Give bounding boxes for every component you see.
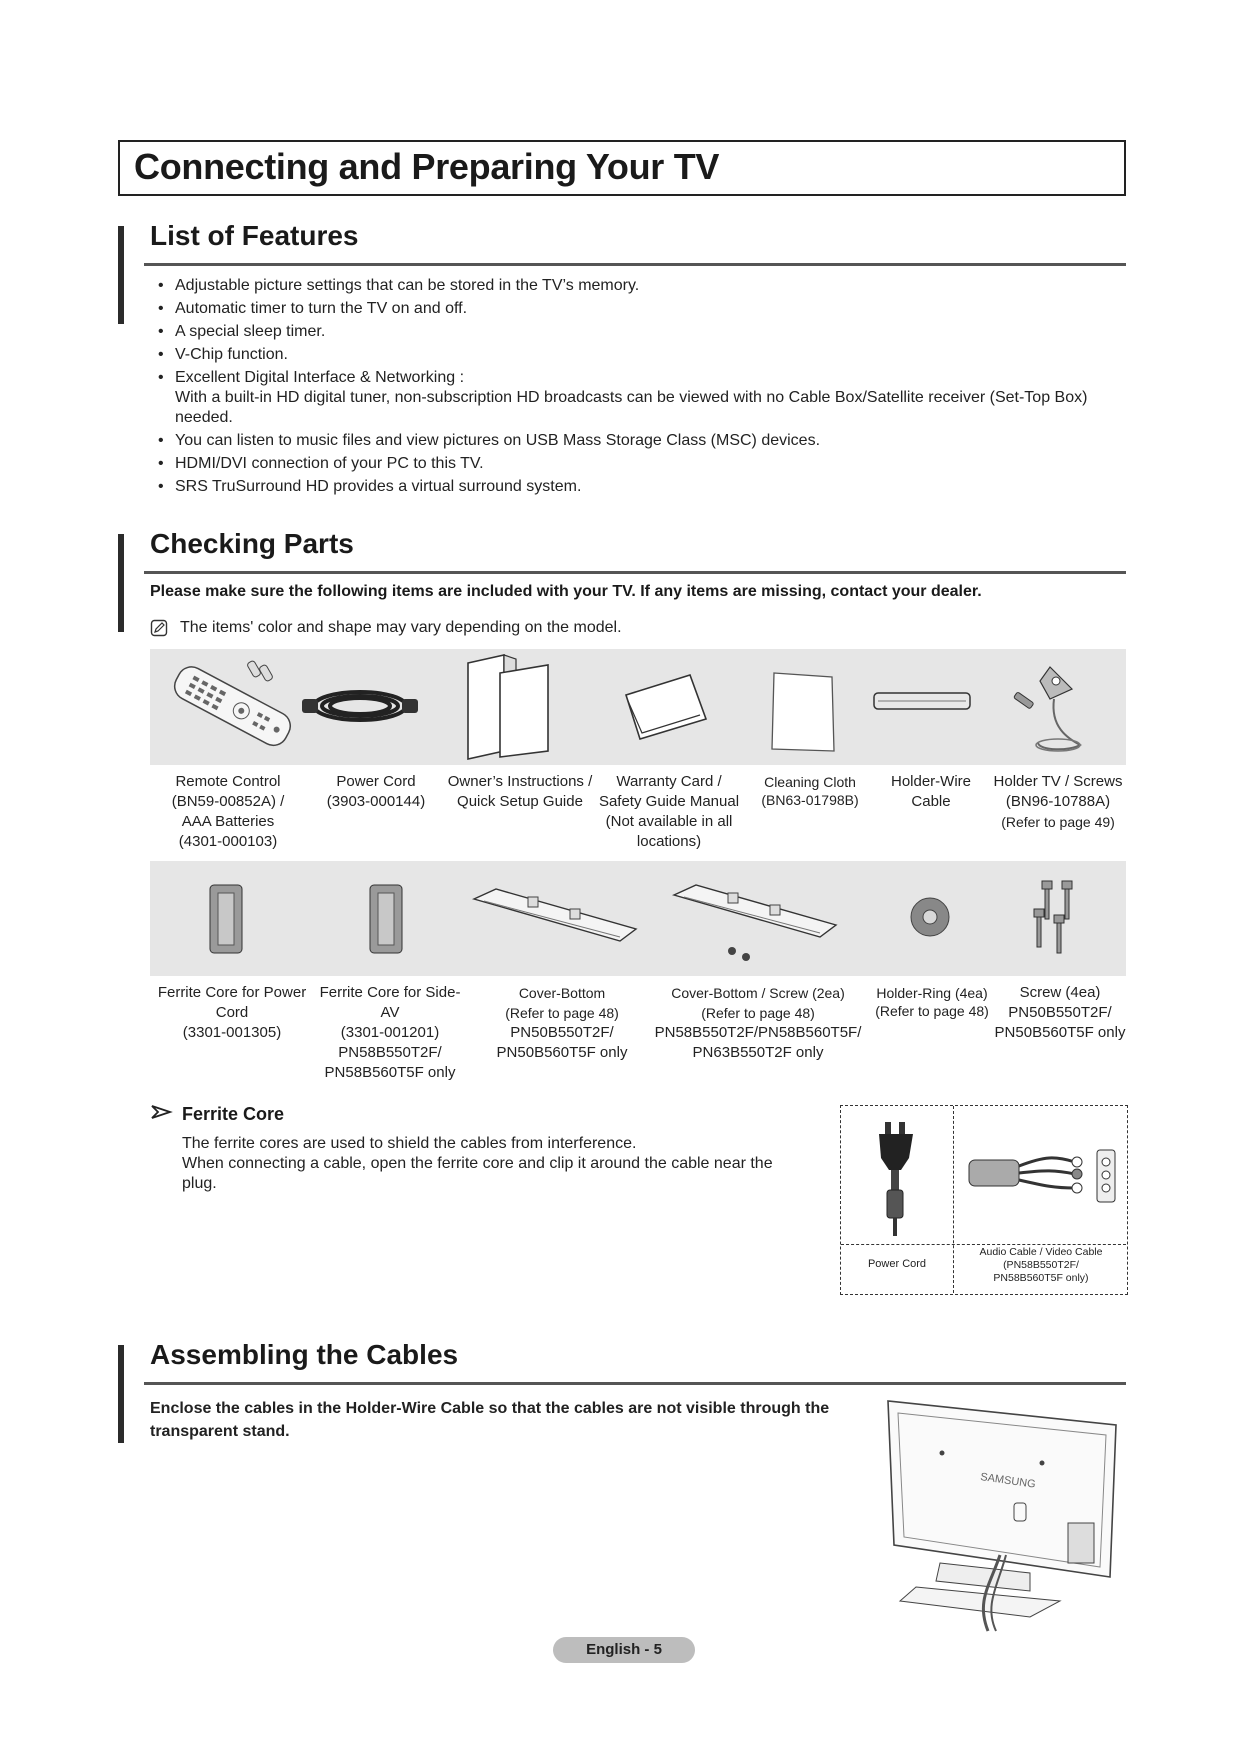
figure-divider — [953, 1106, 954, 1293]
remote-control-icon — [162, 655, 302, 760]
section-title-parts: Checking Parts — [150, 528, 354, 559]
list-item: • Excellent Digital Interface & Networking : With a built-in HD digital tuner, non-subscription HD broadcasts can be viewed with no Cable Box/Satellite receiver (Set-Top Box) needed. — [156, 368, 1126, 428]
figure-caption-av-cable: Audio Cable / Video Cable (PN58B550T2F/ PN58B560T5F only) — [979, 1246, 1103, 1284]
holder-ring-icon — [908, 895, 952, 939]
arrow-icon — [150, 1100, 174, 1129]
svg-text:SAMSUNG: SAMSUNG — [979, 1471, 1037, 1491]
list-item: • A special sleep timer. — [156, 322, 1126, 342]
cover-bottom-screw-icon — [670, 873, 840, 963]
ferrite-title: Ferrite Core — [182, 1104, 285, 1124]
chapter-title-box — [118, 140, 1126, 196]
section-bar — [118, 226, 124, 324]
feature-list — [156, 276, 1126, 500]
holder-wire-icon — [870, 687, 975, 717]
list-item: • Automatic timer to turn the TV on and off. — [156, 299, 1126, 319]
part-power-cord-label: Power Cord (3903-000144) — [326, 773, 426, 810]
list-item: • SRS TruSurround HD provides a virtual surround system. — [156, 477, 1126, 497]
av-cable-icon — [965, 1146, 1120, 1206]
warranty-card-icon — [620, 671, 710, 743]
parts-note: The items' color and shape may vary depending on the model. — [180, 619, 622, 636]
parts-row-2 — [150, 861, 1126, 976]
holder-tv-icon — [1010, 659, 1100, 759]
list-item: • V-Chip function. — [156, 345, 1126, 365]
assembling-body: Enclose the cables in the Holder-Wire Cable so that the cables are not visible through the transparent stand. — [150, 1400, 830, 1440]
note-icon — [150, 619, 168, 637]
section-bar — [118, 534, 124, 632]
ferrite-core-av-icon — [366, 881, 406, 957]
part-holder-wire-label: Holder-Wire Cable — [890, 773, 971, 810]
part-warranty-card-label: Warranty Card / Safety Guide Manual (Not available in all locations) — [598, 773, 740, 850]
cleaning-cloth-icon — [768, 669, 838, 755]
list-item: • HDMI/DVI connection of your PC to this TV. — [156, 454, 1126, 474]
section-bar — [118, 1345, 124, 1443]
part-remote-control-label: Remote Control (BN59-00852A) / AAA Batteries (4301-000103) — [171, 773, 285, 850]
part-cover-bottom-label: Cover-Bottom (Refer to page 48) PN50B550T2F/ PN50B560T5F only — [496, 985, 628, 1061]
ferrite-figure — [840, 1105, 1128, 1295]
part-holder-tv-label: Holder TV / Screws (BN96-10788A) (Refer to page 49) — [993, 773, 1123, 830]
section-title-assembling: Assembling the Cables — [150, 1339, 459, 1370]
power-cord-plug-icon — [871, 1118, 921, 1238]
part-ferrite-core-av-label: Ferrite Core for Side- AV (3301-001201) PN58B550T2F/ PN58B560T5F only — [319, 984, 461, 1081]
part-manual-label: Owner’s Instructions / Quick Setup Guide — [447, 773, 593, 810]
parts-intro: Please make sure the following items are included with your TV. If any items are missing, contact your dealer. — [150, 583, 982, 600]
part-ferrite-core-label: Ferrite Core for Power Cord (3301-001305) — [157, 984, 307, 1041]
figure-divider — [841, 1244, 1126, 1245]
part-cover-bottom-screw-label: Cover-Bottom / Screw (2ea) (Refer to page 48) PN58B550T2F/PN58B560T5F/ PN63B550T2F only — [654, 985, 862, 1061]
chapter-title: Connecting and Preparing Your TV — [134, 146, 720, 187]
manual-icon — [460, 653, 560, 761]
ferrite-core-icon — [206, 881, 246, 957]
section-rule — [144, 571, 1126, 574]
list-item: • Adjustable picture settings that can be stored in the TV’s memory. — [156, 276, 1126, 296]
section-rule — [144, 1382, 1126, 1385]
parts-row-1 — [150, 649, 1126, 765]
part-holder-ring-label: Holder-Ring (4ea) (Refer to page 48) — [875, 985, 989, 1019]
power-cord-icon — [300, 679, 420, 734]
screws-icon — [1028, 875, 1088, 965]
section-title-features: List of Features — [150, 220, 359, 251]
cover-bottom-icon — [470, 877, 640, 947]
part-screws-label: Screw (4ea) PN50B550T2F/ PN50B560T5F only — [994, 984, 1126, 1041]
part-cleaning-cloth-label: Cleaning Cloth (BN63-01798B) — [761, 774, 859, 808]
tv-back-illustration — [880, 1395, 1126, 1635]
ferrite-body: The ferrite cores are used to shield the cables from interference. When connecting a cable, open the ferrite core and clip it around the cable near the plug. — [182, 1135, 773, 1192]
figure-caption-power-cord: Power Cord — [867, 1258, 927, 1270]
page-number-badge: English - 5 — [553, 1637, 695, 1663]
list-item: • You can listen to music files and view pictures on USB Mass Storage Class (MSC) devices. — [156, 431, 1126, 451]
section-rule — [144, 263, 1126, 266]
